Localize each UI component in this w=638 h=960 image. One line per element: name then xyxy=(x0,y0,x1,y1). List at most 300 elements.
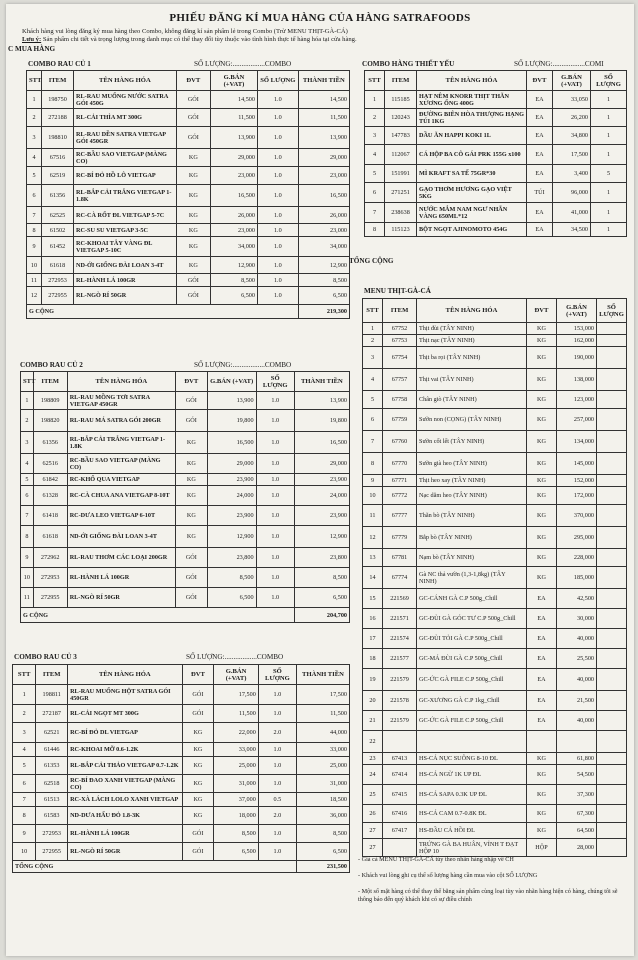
stt-cell: 24 xyxy=(363,765,383,785)
item-cell: 67414 xyxy=(383,765,417,785)
unit-cell: EA xyxy=(527,203,553,223)
header-item: ITEM xyxy=(383,299,417,323)
qty-cell: 1.0 xyxy=(257,274,298,287)
price-cell: 54,500 xyxy=(557,765,597,785)
table-row xyxy=(13,757,350,775)
name-cell: GC-ĐÙI GÀ GÓC TƯ C.P 500g_Chill xyxy=(417,609,527,629)
name-cell: Nạm bò (TÂY NINH) xyxy=(417,549,527,567)
stt-cell: 7 xyxy=(363,431,383,453)
header-name: TÊN HÀNG HÓA xyxy=(417,71,527,91)
stt-cell: 11 xyxy=(21,588,34,608)
qty-cell xyxy=(597,323,627,335)
name-cell: RL-RAU MUỐNG NƯỚC SATRA GÓI 450G xyxy=(74,91,177,109)
item-cell: 120243 xyxy=(385,109,417,127)
unit-cell: EA xyxy=(527,629,557,649)
name-cell: RC-CÀ RỐT ĐL VIETGAP 5-7C xyxy=(74,207,177,224)
header-stt: STT xyxy=(27,71,42,91)
header-total: THÀNH TIỀN xyxy=(298,71,349,91)
table-row xyxy=(27,127,350,149)
total-cell: 6,500 xyxy=(296,843,349,861)
stt-cell: 13 xyxy=(363,549,383,567)
stt-cell: 4 xyxy=(21,454,34,474)
item-cell: 61452 xyxy=(41,237,73,257)
table-row xyxy=(365,223,627,237)
total-cell: 6,500 xyxy=(294,588,349,608)
total-cell: 23,900 xyxy=(294,474,349,486)
table-row xyxy=(21,392,350,410)
total-cell: 13,900 xyxy=(294,392,349,410)
price-cell: 25,000 xyxy=(214,757,259,775)
price-cell: 67,300 xyxy=(557,805,597,823)
table-row xyxy=(21,568,350,588)
table-row xyxy=(21,526,350,548)
table-row xyxy=(363,527,627,549)
unit-cell: KG xyxy=(527,475,557,487)
combo2-table xyxy=(20,371,350,623)
item-cell: 61328 xyxy=(33,486,67,506)
table-row xyxy=(13,775,350,793)
item-cell: 67757 xyxy=(383,369,417,391)
header-name: TÊN HÀNG HÓA xyxy=(417,299,527,323)
table-row xyxy=(363,409,627,431)
total-cell: 8,500 xyxy=(298,274,349,287)
unit-cell: GÓI xyxy=(175,410,207,432)
price-cell: 33,050 xyxy=(553,91,591,109)
item-cell: 198809 xyxy=(33,392,67,410)
stt-cell: 5 xyxy=(27,167,42,185)
unit-cell: KG xyxy=(527,765,557,785)
item-cell: 272953 xyxy=(36,825,68,843)
unit-cell: KG xyxy=(176,207,210,224)
name-cell: Thịt đùi (TÂY NINH) xyxy=(417,323,527,335)
table-row xyxy=(363,567,627,589)
qty-cell: 1 xyxy=(591,203,627,223)
price-cell: 29,000 xyxy=(210,149,257,167)
stt-cell: 9 xyxy=(21,548,34,568)
header-qty: SỐ LƯỢNG xyxy=(258,665,296,685)
total-cell: 23,900 xyxy=(294,506,349,526)
stt-cell: 6 xyxy=(363,409,383,431)
unit-cell: GÓI xyxy=(182,685,214,705)
qty-cell: 1.0 xyxy=(257,167,298,185)
stt-cell: 8 xyxy=(365,223,385,237)
table-row xyxy=(27,257,350,274)
stt-cell: 9 xyxy=(27,237,42,257)
item-cell: 272953 xyxy=(33,568,67,588)
name-cell: Thịt vai (TÂY NINH) xyxy=(417,369,527,391)
price-cell: 37,300 xyxy=(557,785,597,805)
unit-cell: KG xyxy=(175,432,207,454)
header-dvt: ĐVT xyxy=(527,71,553,91)
name-cell: RC-DƯA LEO VIETGAP 6-10T xyxy=(67,506,175,526)
unit-cell: GÓI xyxy=(176,91,210,109)
price-cell: 138,000 xyxy=(557,369,597,391)
price-cell: 24,000 xyxy=(207,486,256,506)
unit-cell: GÓI xyxy=(175,392,207,410)
stt-cell: 20 xyxy=(363,691,383,711)
unit-cell: KG xyxy=(527,753,557,765)
price-cell: 29,000 xyxy=(207,454,256,474)
total-cell: 23,000 xyxy=(298,167,349,185)
stt-cell: 7 xyxy=(13,793,36,807)
name-cell: RL-RAU DỀN SATRA VIETGAP GÓI 450GR xyxy=(74,127,177,149)
table-row xyxy=(363,549,627,567)
item-cell: 61353 xyxy=(36,757,68,775)
unit-cell: KG xyxy=(182,723,214,743)
page-title: PHIẾU ĐĂNG KÍ MUA HÀNG CỦA HÀNG SATRAFOODS xyxy=(169,12,471,24)
item-cell: 115185 xyxy=(385,91,417,109)
item-cell: 221579 xyxy=(383,711,417,731)
header-item: ITEM xyxy=(41,71,73,91)
name-cell: Sườn già heo (TÂY NINH) xyxy=(417,453,527,475)
item-cell: 67754 xyxy=(383,347,417,369)
qty-cell: 1.0 xyxy=(257,207,298,224)
item-cell: 67516 xyxy=(41,149,73,167)
unit-cell: GÓI xyxy=(176,287,210,305)
stt-cell: 23 xyxy=(363,753,383,765)
unit-cell: KG xyxy=(527,369,557,391)
name-cell: CÁ HỘP BA CÔ GÁI PRK 155G x100 xyxy=(417,145,527,165)
unit-cell: KG xyxy=(527,347,557,369)
header-name: TÊN HÀNG HÓA xyxy=(68,665,182,685)
total-cell: 11,500 xyxy=(298,109,349,127)
table-row xyxy=(365,91,627,109)
name-cell: RC-KHỔ QUA VIETGAP xyxy=(67,474,175,486)
qty-cell xyxy=(597,805,627,823)
table-row xyxy=(365,145,627,165)
table-row xyxy=(363,335,627,347)
stt-cell: 5 xyxy=(363,391,383,409)
qty-cell: 1 xyxy=(591,145,627,165)
total-cell: 13,900 xyxy=(298,127,349,149)
qty-cell xyxy=(597,369,627,391)
price-cell: 26,000 xyxy=(210,207,257,224)
unit-cell: KG xyxy=(527,335,557,347)
table-row xyxy=(21,410,350,432)
stt-cell: 2 xyxy=(365,109,385,127)
combo3-title: COMBO RAU CỦ 3 xyxy=(14,653,77,661)
unit-cell: KG xyxy=(527,391,557,409)
qty-cell: 1.0 xyxy=(258,825,296,843)
footnote-3: - Một số mặt hàng có thể thay thế bằng sản phẩm cùng loại tùy vào nhãn hàng hiện có hàng, chúng tôi sẽ thông báo đến quý khách khi có sự điều chỉnh xyxy=(358,888,618,903)
qty-cell: 2.0 xyxy=(258,723,296,743)
qty-cell: 1.0 xyxy=(257,149,298,167)
name-cell: DẦU ĂN HAPPI KOKI 1L xyxy=(417,127,527,145)
item-cell: 67774 xyxy=(383,567,417,589)
price-cell: 11,500 xyxy=(214,705,259,723)
qty-cell xyxy=(597,347,627,369)
price-cell: 28,000 xyxy=(557,839,597,857)
table-row xyxy=(363,839,627,857)
header-row xyxy=(27,71,350,91)
stt-cell: 2 xyxy=(27,109,42,127)
header-price: G.BÁN (+VAT) xyxy=(207,372,256,392)
total-cell: 12,900 xyxy=(294,526,349,548)
total-row xyxy=(27,305,350,319)
table-row xyxy=(27,287,350,305)
header-item: ITEM xyxy=(33,372,67,392)
price-cell: 34,000 xyxy=(210,237,257,257)
unit-cell: EA xyxy=(527,609,557,629)
table-row xyxy=(13,685,350,705)
total-cell: 8,500 xyxy=(294,568,349,588)
table-row xyxy=(363,475,627,487)
table-row xyxy=(365,109,627,127)
name-cell: GẠO THƠM HƯƠNG GẠO VIỆT 5KG xyxy=(417,183,527,203)
table-row xyxy=(27,274,350,287)
unit-cell: KG xyxy=(527,823,557,839)
stt-cell: 27 xyxy=(363,839,383,857)
combo3-table xyxy=(12,664,350,873)
unit-cell: GÓI xyxy=(176,274,210,287)
name-cell: RC-BẦU SAO VIETGAP (MÀNG CO) xyxy=(74,149,177,167)
stt-cell: 1 xyxy=(363,323,383,335)
unit-cell: GÓI xyxy=(176,127,210,149)
total-cell: 44,000 xyxy=(296,723,349,743)
total-cell: 19,800 xyxy=(294,410,349,432)
qty-cell: 1.0 xyxy=(256,526,294,548)
total-cell: 23,000 xyxy=(298,224,349,237)
stt-cell: 1 xyxy=(13,685,36,705)
price-cell: 31,000 xyxy=(214,775,259,793)
header-total: THÀNH TIỀN xyxy=(294,372,349,392)
unit-cell: KG xyxy=(527,453,557,475)
qty-cell: 1.0 xyxy=(257,91,298,109)
header-price: G.BÁN (+VAT) xyxy=(214,665,259,685)
item-cell: 67758 xyxy=(383,391,417,409)
item-cell: 61356 xyxy=(33,432,67,454)
name-cell: GC-CÁNH GÀ C.P 500g_Chill xyxy=(417,589,527,609)
qty-cell xyxy=(597,527,627,549)
name-cell: RL-BẮP CẢI TRẮNG VIETGAP 1-1.8K xyxy=(74,185,177,207)
unit-cell: KG xyxy=(182,807,214,825)
qty-cell xyxy=(597,453,627,475)
total-row xyxy=(21,608,350,623)
qty-cell xyxy=(597,691,627,711)
item-cell: 271251 xyxy=(385,183,417,203)
stt-cell: 6 xyxy=(27,185,42,207)
item-cell: 272955 xyxy=(41,287,73,305)
price-cell xyxy=(557,731,597,753)
header-qty: SỐ LƯỢNG xyxy=(256,372,294,392)
total-cell: 17,500 xyxy=(296,685,349,705)
header-dvt: ĐVT xyxy=(175,372,207,392)
name-cell: RL-RAU MUỐNG HỘT SATRA GÓI 450GR xyxy=(68,685,182,705)
item-cell: 67415 xyxy=(383,785,417,805)
stt-cell: 10 xyxy=(21,568,34,588)
price-cell: 25,500 xyxy=(557,649,597,669)
total-cell: 31,000 xyxy=(296,775,349,793)
stt-cell: 22 xyxy=(363,731,383,753)
unit-cell: KG xyxy=(527,505,557,527)
table-row xyxy=(363,609,627,629)
unit-cell: TÚI xyxy=(527,183,553,203)
item-cell: 67416 xyxy=(383,805,417,823)
stt-cell: 5 xyxy=(21,474,34,486)
table-row xyxy=(363,431,627,453)
price-cell: 295,000 xyxy=(557,527,597,549)
qty-cell xyxy=(597,549,627,567)
table-row xyxy=(363,711,627,731)
order-form-sheet xyxy=(6,4,634,956)
unit-cell: KG xyxy=(182,793,214,807)
table-row xyxy=(363,731,627,753)
qty-cell xyxy=(597,567,627,589)
price-cell: 17,500 xyxy=(553,145,591,165)
unit-cell: KG xyxy=(176,167,210,185)
qty-cell xyxy=(597,391,627,409)
unit-cell: GÓI xyxy=(175,568,207,588)
combo1-qty-label: SỐ LƯỢNG:..................COMBO xyxy=(194,60,292,68)
qty-cell: 1.0 xyxy=(256,588,294,608)
qty-cell xyxy=(597,609,627,629)
stt-cell: 1 xyxy=(27,91,42,109)
item-cell: 221577 xyxy=(383,649,417,669)
name-cell: HẠT NÊM KNORR THỊT THĂN XƯƠNG ỐNG 400G xyxy=(417,91,527,109)
name-cell: HS-CÁ SAPA 0.3K UP ĐL xyxy=(417,785,527,805)
unit-cell: EA xyxy=(527,669,557,691)
table-row xyxy=(363,649,627,669)
stt-cell: 14 xyxy=(363,567,383,589)
stt-cell: 11 xyxy=(363,505,383,527)
header-name: TÊN HÀNG HÓA xyxy=(67,372,175,392)
stt-cell: 8 xyxy=(13,807,36,825)
stt-cell: 2 xyxy=(13,705,36,723)
table-row xyxy=(13,723,350,743)
stt-cell: 7 xyxy=(365,203,385,223)
name-cell: RL-NGÒ RÍ 50GR xyxy=(74,287,177,305)
header-qty: SỐ LƯỢNG xyxy=(257,71,298,91)
table-row xyxy=(13,705,350,723)
table-row xyxy=(365,165,627,183)
item-cell: 272187 xyxy=(36,705,68,723)
qty-cell: 1.0 xyxy=(256,506,294,526)
name-cell: RC-BẦU SAO VIETGAP (MÀNG CO) xyxy=(67,454,175,474)
name-cell: ND-ỚI GIỐNG ĐÀI LOAN 3-4T xyxy=(67,526,175,548)
name-cell: RC-BÍ ĐỎ DL VIETGAP xyxy=(68,723,182,743)
item-cell: 62516 xyxy=(33,454,67,474)
unit-cell: GÓI xyxy=(182,843,214,861)
table-row xyxy=(27,149,350,167)
unit-cell: EA xyxy=(527,589,557,609)
name-cell: RC-XÀ LÁCH LOLO XANH VIETGAP xyxy=(68,793,182,807)
total-row xyxy=(13,861,350,873)
item-cell xyxy=(383,839,417,857)
name-cell: NƯỚC MẮM NAM NGƯ NHÃN VÀNG 650ML*12 xyxy=(417,203,527,223)
table-row xyxy=(27,109,350,127)
price-cell: 33,000 xyxy=(214,743,259,757)
name-cell: HS-ĐẦU CÁ HỒI ĐL xyxy=(417,823,527,839)
unit-cell: EA xyxy=(527,145,553,165)
combo2-qty-label: SỐ LƯỢNG:..................COMBO xyxy=(194,361,292,369)
item-cell: 61583 xyxy=(36,807,68,825)
qty-cell xyxy=(597,765,627,785)
qty-cell: 1.0 xyxy=(256,454,294,474)
item-cell: 198810 xyxy=(41,127,73,149)
stt-cell: 2 xyxy=(363,335,383,347)
qty-cell xyxy=(597,335,627,347)
header-stt: STT xyxy=(365,71,385,91)
stt-cell: 4 xyxy=(363,369,383,391)
item-cell: 61356 xyxy=(41,185,73,207)
item-cell: 198811 xyxy=(36,685,68,705)
header-stt: STT xyxy=(363,299,383,323)
price-cell: 8,500 xyxy=(210,274,257,287)
total-cell: 18,500 xyxy=(296,793,349,807)
unit-cell: KG xyxy=(176,224,210,237)
price-cell: 185,000 xyxy=(557,567,597,589)
price-cell: 37,000 xyxy=(214,793,259,807)
unit-cell: KG xyxy=(527,409,557,431)
price-cell: 14,500 xyxy=(210,91,257,109)
price-cell: 8,500 xyxy=(207,568,256,588)
name-cell: RC-SU SU VIETGAP 3-5C xyxy=(74,224,177,237)
stt-cell: 8 xyxy=(27,224,42,237)
unit-cell: KG xyxy=(175,474,207,486)
qty-cell: 1 xyxy=(591,183,627,203)
qty-cell xyxy=(597,431,627,453)
unit-cell: KG xyxy=(175,506,207,526)
unit-cell: KG xyxy=(175,526,207,548)
stt-cell: 3 xyxy=(27,127,42,149)
unit-cell xyxy=(527,731,557,753)
qty-cell: 1.0 xyxy=(257,109,298,127)
stt-cell: 3 xyxy=(365,127,385,145)
caution-note xyxy=(22,36,622,44)
name-cell: GC-ỨC GÀ FILE C.P 500g_Chill xyxy=(417,711,527,731)
qty-cell: 1 xyxy=(591,91,627,109)
unit-cell: HỘP xyxy=(527,839,557,857)
name-cell: ND-DƯA HẤU ĐỎ 1.8-3K xyxy=(68,807,182,825)
price-cell: 34,500 xyxy=(553,223,591,237)
qty-cell xyxy=(597,731,627,753)
name-cell: RL-NGÒ RÍ 50GR xyxy=(67,588,175,608)
stt-cell: 8 xyxy=(363,453,383,475)
footnote-1: - Giá cả MENU THỊT-GÀ-CÁ tùy theo nhãn hàng nhập về CH xyxy=(358,856,514,863)
qty-cell: 1.0 xyxy=(258,775,296,793)
table-row xyxy=(27,207,350,224)
unit-cell: KG xyxy=(175,486,207,506)
qty-cell: 1 xyxy=(591,109,627,127)
item-cell: 61502 xyxy=(41,224,73,237)
table-row xyxy=(363,805,627,823)
header-dvt: ĐVT xyxy=(176,71,210,91)
price-cell: 13,900 xyxy=(207,392,256,410)
qty-cell xyxy=(597,589,627,609)
item-cell: 61618 xyxy=(33,526,67,548)
table-row xyxy=(363,323,627,335)
table-row xyxy=(27,224,350,237)
total-cell: 16,500 xyxy=(294,432,349,454)
unit-cell: KG xyxy=(176,149,210,167)
total-cell: 29,000 xyxy=(298,149,349,167)
price-cell: 152,000 xyxy=(557,475,597,487)
qty-cell: 1.0 xyxy=(256,432,294,454)
qty-cell xyxy=(597,823,627,839)
item-cell: 198750 xyxy=(41,91,73,109)
table-row xyxy=(363,487,627,505)
price-cell: 42,500 xyxy=(557,589,597,609)
qty-cell xyxy=(597,669,627,691)
name-cell: RL-CẢI NGỌT MT 300G xyxy=(68,705,182,723)
qty-cell: 0.5 xyxy=(258,793,296,807)
unit-cell: KG xyxy=(527,323,557,335)
price-cell: 123,000 xyxy=(557,391,597,409)
table-row xyxy=(363,765,627,785)
stt-cell: 11 xyxy=(27,274,42,287)
item-cell: 221574 xyxy=(383,629,417,649)
item-cell: 67779 xyxy=(383,527,417,549)
